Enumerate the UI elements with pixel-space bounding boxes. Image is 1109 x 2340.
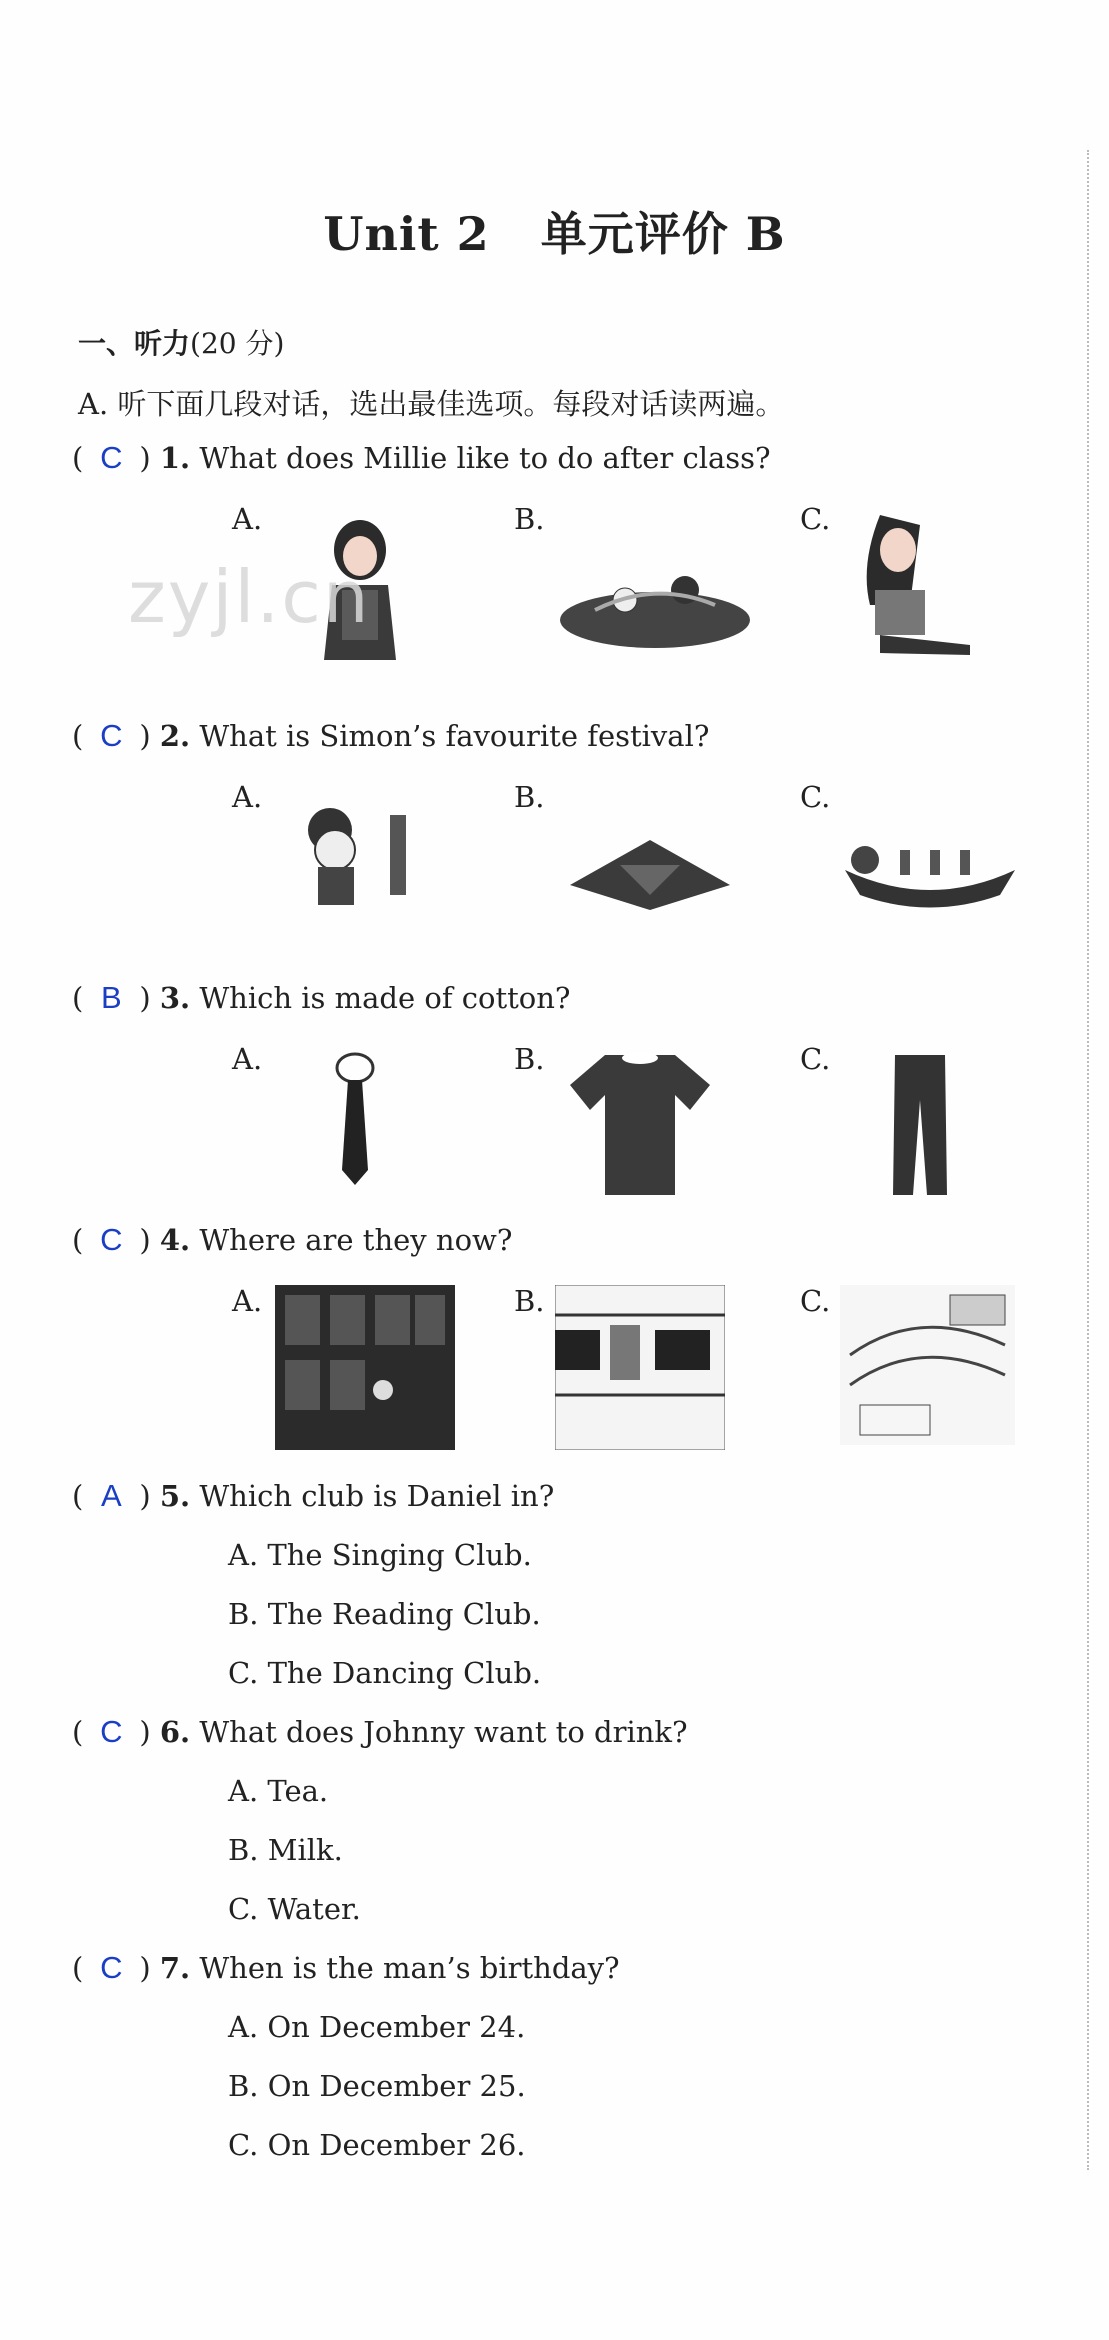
question-number: 5. [159, 1479, 191, 1513]
question-text: Which club is Daniel in? [199, 1479, 555, 1513]
page-edge-dotted-line [1087, 150, 1089, 2170]
question-6 [72, 1714, 688, 1750]
section-label: 一、听力 [78, 327, 191, 360]
option-c: C. On December 26. [228, 2128, 526, 2162]
girl-reading-picture [850, 505, 990, 665]
option-label-b: B. [514, 780, 545, 814]
option-label-b: B. [514, 1284, 545, 1318]
t-shirt-picture [565, 1050, 715, 1200]
close-paren: ) [139, 1223, 151, 1257]
option-label-c: C. [800, 780, 831, 814]
swimming-picture [555, 540, 755, 660]
close-paren: ) [139, 1715, 151, 1749]
open-paren: ( [72, 1715, 84, 1749]
option-b: B. The Reading Club. [228, 1597, 541, 1631]
close-paren: ) [139, 1479, 151, 1513]
question-text: What is Simon’s favourite festival? [199, 719, 710, 753]
open-paren: ( [72, 981, 84, 1015]
open-paren: ( [72, 1223, 84, 1257]
option-label-a: A. [232, 780, 263, 814]
instruction: A. 听下面几段对话，选出最佳选项。每段对话读两遍。 [78, 387, 785, 421]
jeans-picture [885, 1050, 955, 1200]
option-label-c: C. [800, 1284, 831, 1318]
open-paren: ( [72, 1951, 84, 1985]
answer-6: C [100, 1714, 123, 1749]
question-5 [72, 1478, 554, 1514]
page-title: Unit 2 单元评价 B [323, 207, 786, 261]
answer-1: C [100, 440, 123, 475]
dragon-boat-picture [840, 810, 1020, 920]
question-text: What does Johnny want to drink? [199, 1715, 688, 1749]
option-c: C. Water. [228, 1892, 361, 1926]
question-1 [72, 440, 771, 476]
open-paren: ( [72, 1479, 84, 1513]
question-7 [72, 1950, 620, 1986]
section-score: (20 分) [190, 327, 285, 360]
close-paren: ) [139, 981, 151, 1015]
option-a: A. On December 24. [228, 2010, 526, 2044]
close-paren: ) [139, 441, 151, 475]
firecracker-boy-picture [290, 795, 430, 920]
option-label-a: A. [232, 1042, 263, 1076]
question-number: 2. [159, 719, 191, 753]
question-number: 7. [159, 1951, 191, 1985]
answer-3: B [100, 980, 122, 1015]
question-text: Where are they now? [199, 1223, 513, 1257]
question-number: 6. [159, 1715, 191, 1749]
option-label-c: C. [800, 1042, 831, 1076]
option-label-b: B. [514, 502, 545, 536]
answer-5: A [100, 1478, 122, 1513]
question-number: 1. [159, 441, 191, 475]
answer-4: C [100, 1222, 123, 1257]
computer-room-picture [555, 1285, 725, 1450]
playground-picture [840, 1285, 1015, 1445]
watermark: zyjl.cn [128, 555, 371, 639]
question-2 [72, 718, 709, 754]
close-paren: ) [139, 1951, 151, 1985]
section-heading [78, 322, 284, 362]
option-b: B. On December 25. [228, 2069, 526, 2103]
question-4 [72, 1222, 512, 1258]
option-label-c: C. [800, 502, 831, 536]
option-c: C. The Dancing Club. [228, 1656, 542, 1690]
option-label-b: B. [514, 1042, 545, 1076]
question-3 [72, 980, 570, 1016]
open-paren: ( [72, 719, 84, 753]
option-label-a: A. [232, 502, 263, 536]
open-paren: ( [72, 441, 84, 475]
close-paren: ) [139, 719, 151, 753]
question-text: When is the man’s birthday? [199, 1951, 620, 1985]
question-number: 3. [159, 981, 191, 1015]
tie-picture [330, 1050, 380, 1190]
option-b: B. Milk. [228, 1833, 343, 1867]
question-number: 4. [159, 1223, 191, 1257]
option-label-a: A. [232, 1284, 263, 1318]
option-a: A. The Singing Club. [228, 1538, 532, 1572]
library-picture [275, 1285, 455, 1450]
question-text: What does Millie like to do after class? [199, 441, 771, 475]
option-a: A. Tea. [228, 1774, 329, 1808]
answer-7: C [100, 1950, 123, 1985]
zongzi-picture [560, 825, 740, 915]
answer-2: C [100, 718, 123, 753]
question-text: Which is made of cotton? [199, 981, 571, 1015]
